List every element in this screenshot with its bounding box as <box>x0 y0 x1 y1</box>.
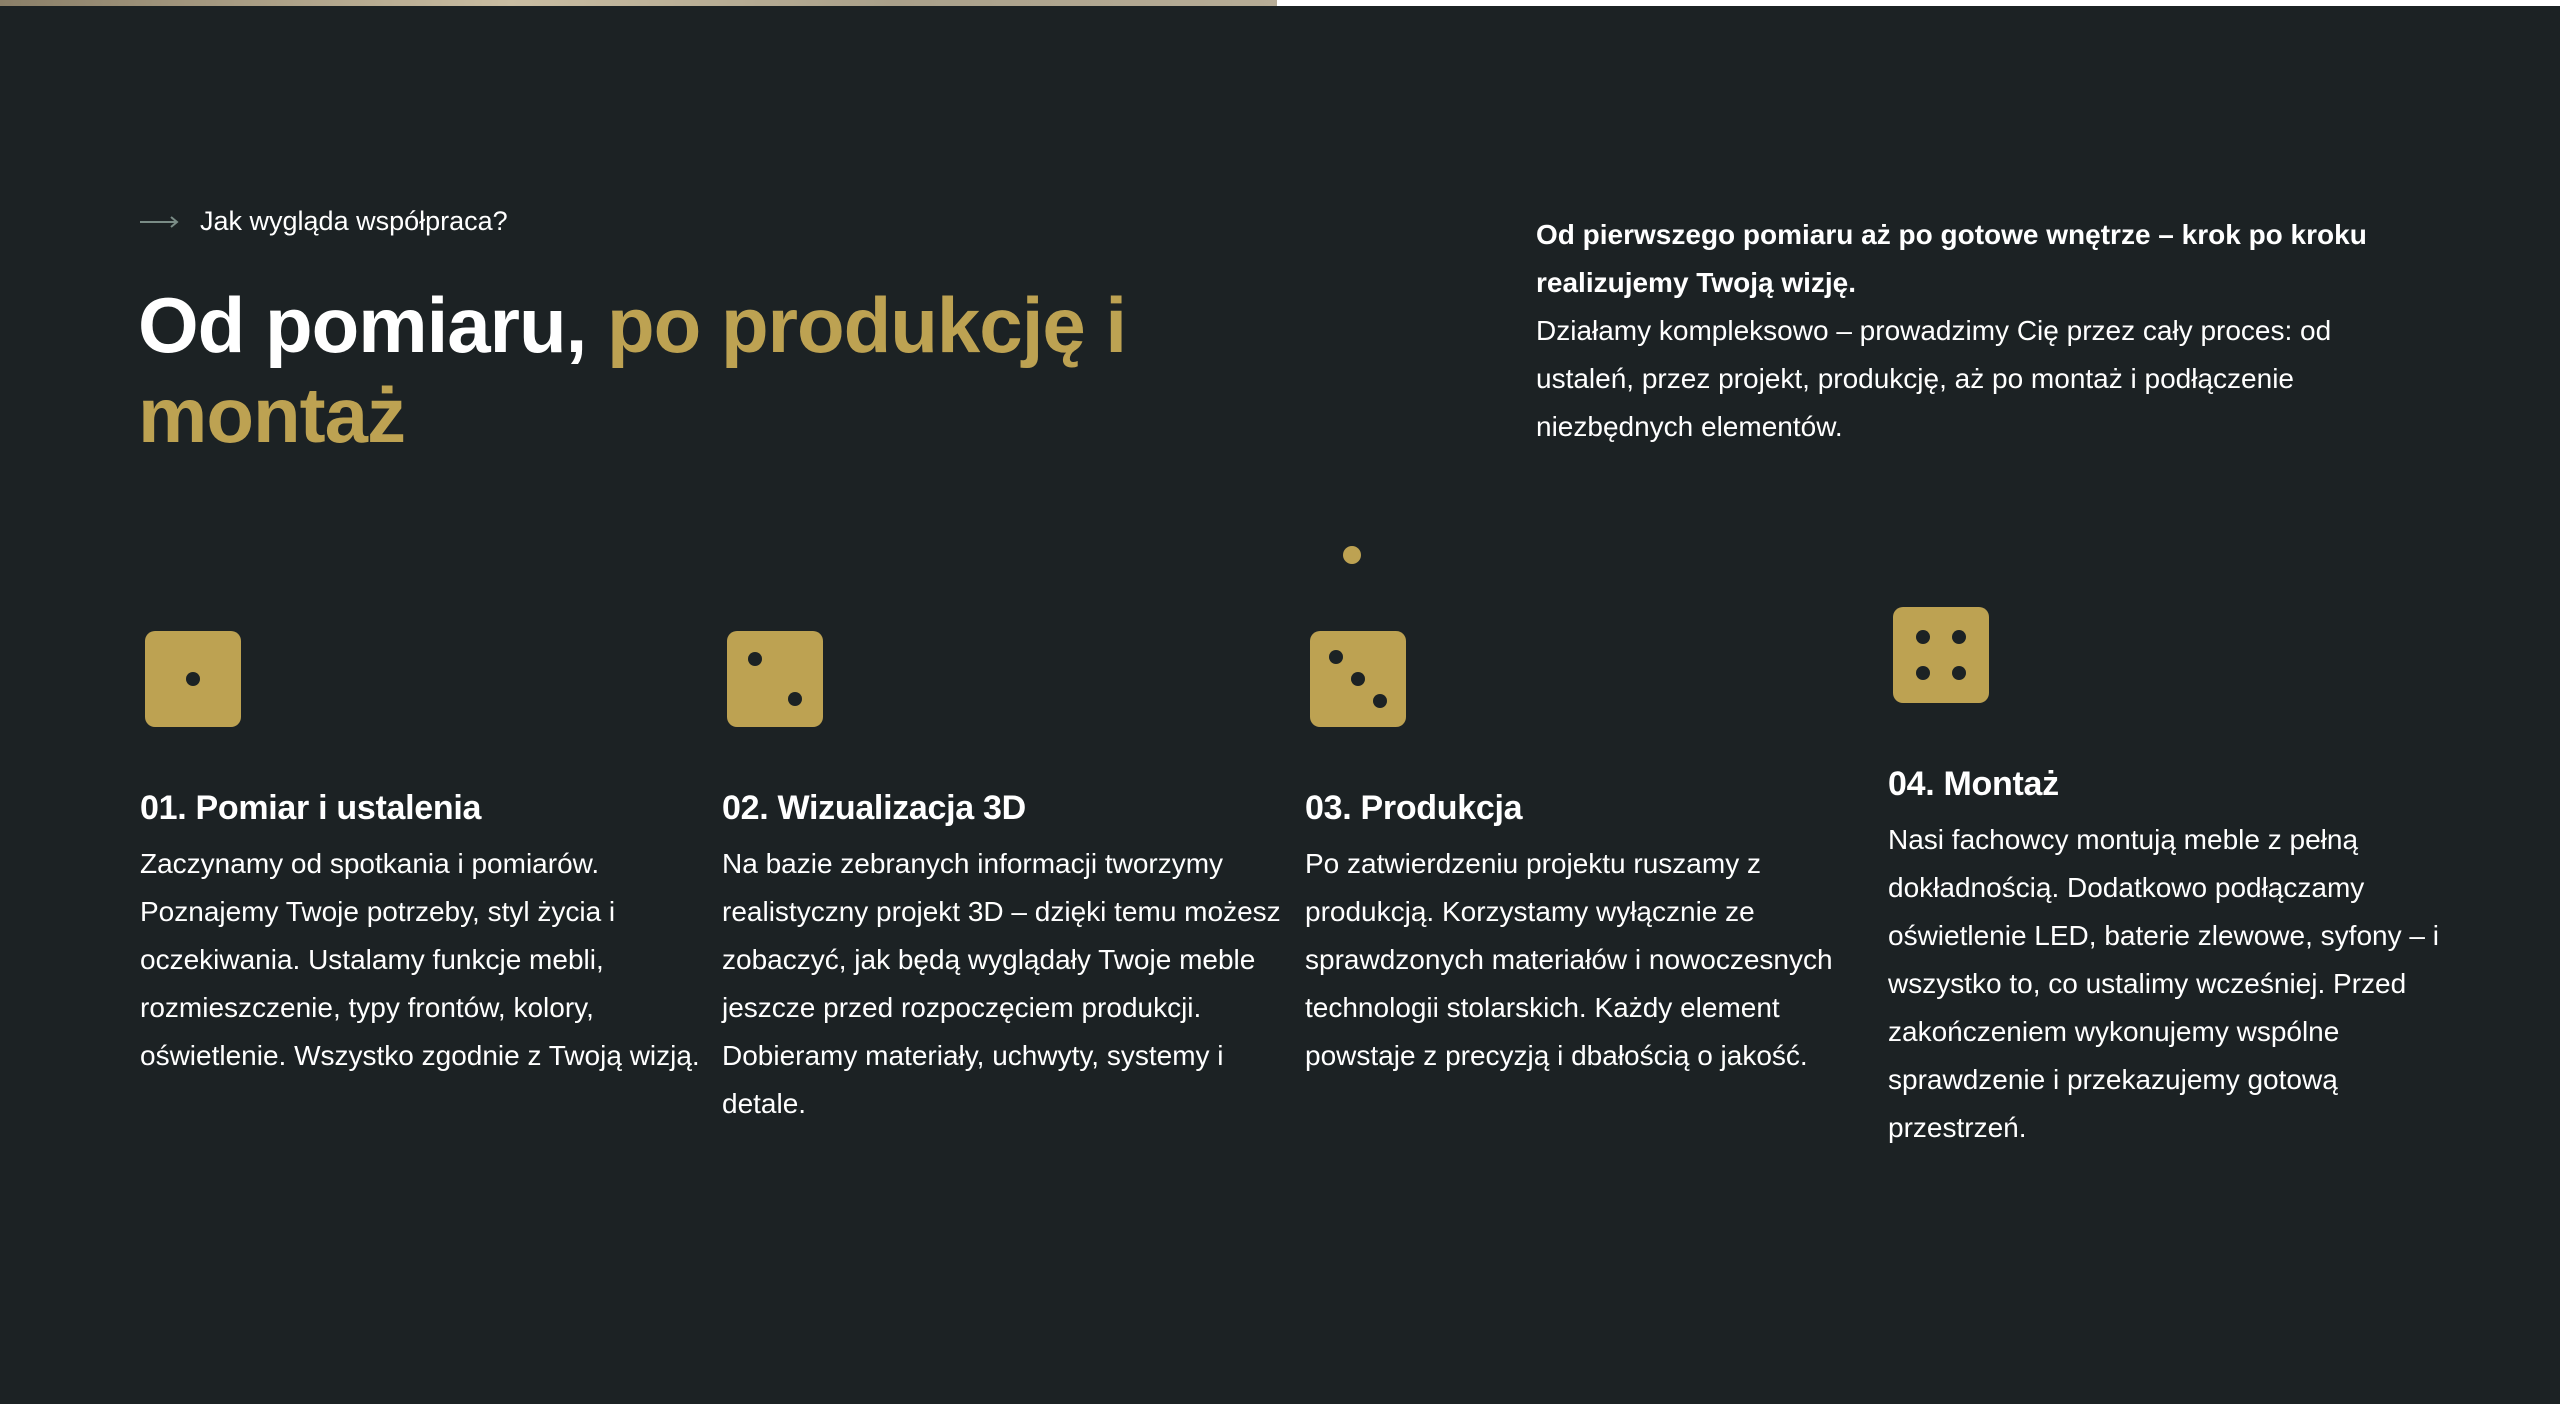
step-title: 03. Produkcja <box>1305 789 1523 827</box>
step-title: 04. Montaż <box>1888 765 2059 803</box>
decorative-dot <box>1343 546 1361 564</box>
die-one-icon <box>145 631 241 727</box>
arrow-right-icon <box>140 215 180 229</box>
heading-highlight: po produkcję i montaż <box>138 281 1127 459</box>
eyebrow-label: Jak wygląda współpraca? <box>200 206 508 236</box>
step-description: Na bazie zebranych informacji tworzymy realistyczny projekt 3D – dzięki temu możesz zobaczyć, jak będą wyglądały Twoje meble jeszcze przed rozpoczęciem produkcji. Dobieramy materiały, uchwyty, systemy i detale. <box>722 848 1281 1119</box>
intro-lead: Od pierwszego pomiaru aż po gotowe wnętrze – krok po kroku realizujemy Twoją wizję. <box>1536 219 2367 298</box>
step-card-assembly <box>1888 607 2448 1152</box>
section-intro <box>1536 211 2396 451</box>
heading-plain: Od pomiaru, <box>138 281 608 369</box>
step-card-visualization <box>722 631 1282 1128</box>
die-four-icon <box>1893 607 1989 703</box>
process-section <box>0 6 2560 1404</box>
step-card-production <box>1305 631 1865 1080</box>
step-description: Zaczynamy od spotkania i pomiarów. Poznajemy Twoje potrzeby, styl życia i oczekiwania. Ustalamy funkcje mebli, rozmieszczenie, typy frontów, kolory, oświetlenie. Wszystko zgodnie z Twoją wizją. <box>140 848 700 1071</box>
step-title: 02. Wizualizacja 3D <box>722 789 1026 827</box>
step-card-measurement <box>140 631 700 1080</box>
intro-body: Działamy kompleksowo – prowadzimy Cię przez cały proces: od ustaleń, przez projekt, produkcję, aż po montaż i podłączenie niezbędnych elementów. <box>1536 315 2332 442</box>
step-title: 01. Pomiar i ustalenia <box>140 789 482 827</box>
step-description: Po zatwierdzeniu projektu ruszamy z produkcją. Korzystamy wyłącznie ze sprawdzonych materiałów i nowoczesnych technologii stolarskich. Każdy element powstaje z precyzją i dbałością o jakość. <box>1305 848 1833 1071</box>
section-heading <box>138 280 1298 460</box>
die-two-icon <box>727 631 823 727</box>
step-description: Nasi fachowcy montują meble z pełną dokładnością. Dodatkowo podłączamy oświetlenie LED, baterie zlewowe, syfony – i wszystko to, co ustalimy wcześniej. Przed zakończeniem wykonujemy wspólne sprawdzenie i przekazujemy gotową przestrzeń. <box>1888 824 2439 1143</box>
section-eyebrow <box>140 206 508 237</box>
die-three-icon <box>1310 631 1406 727</box>
